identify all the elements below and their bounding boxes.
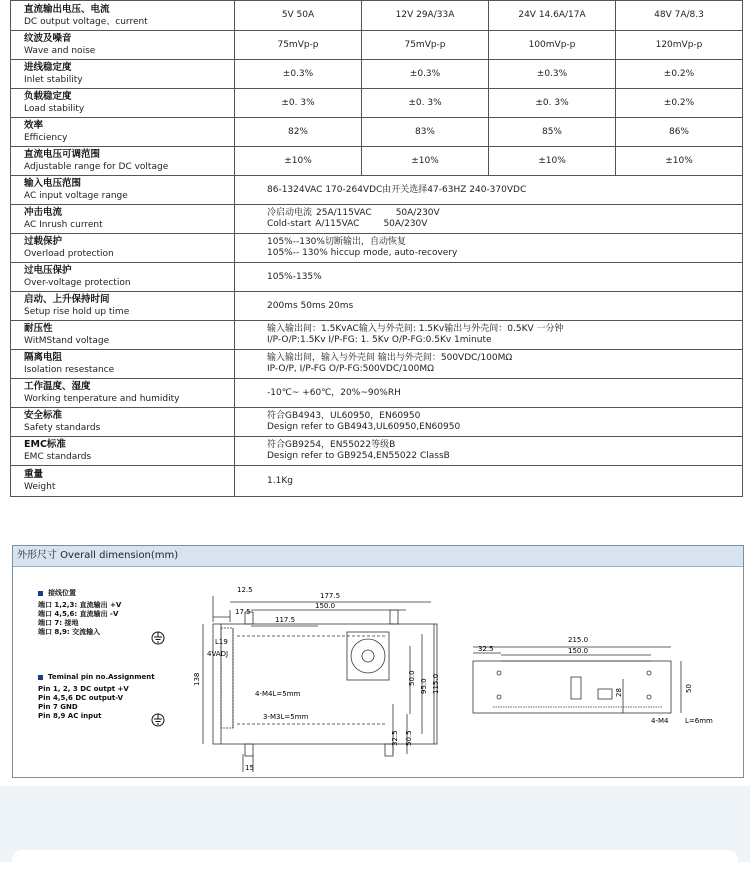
spec-value: 75mVp-p xyxy=(235,31,362,60)
dim-label: 215.0 xyxy=(568,636,589,644)
label-cn: 过电压保护 xyxy=(24,265,72,276)
value-line: Cold-start A/115VAC 50A/230V xyxy=(267,219,428,229)
pin-row: 端口 8,9: 交流输入 xyxy=(38,628,101,636)
dim-label: 4VADJ xyxy=(207,650,229,658)
label-cn: 隔离电阻 xyxy=(24,352,63,363)
spec-value xyxy=(235,263,743,292)
spec-value xyxy=(235,379,743,408)
spec-value: 48V 7A/8.3 xyxy=(616,1,743,31)
label-en: Efficiency xyxy=(24,133,68,143)
spec-label xyxy=(11,292,235,321)
pin-assignment-en xyxy=(38,673,155,721)
dim-label: 12.5 xyxy=(237,586,253,594)
spec-row xyxy=(11,205,743,234)
label-cn: 纹波及噪音 xyxy=(24,33,72,44)
footer-card xyxy=(12,850,738,870)
label-en: EMC standards xyxy=(24,452,92,462)
dim-label: 32.5 xyxy=(478,645,494,653)
pin-row: 端口 1,2,3: 直流输出 +V xyxy=(38,601,122,609)
dim-label: 15 xyxy=(245,764,254,772)
label-en: Working tenperature and humidity xyxy=(24,394,180,404)
spec-value: ±0. 3% xyxy=(362,89,489,118)
spec-label xyxy=(11,466,235,497)
value-line: 符合GB4943，UL60950，EN60950 xyxy=(267,411,421,421)
value-line: 输入输出间，输入与外壳间 输出与外壳间：500VDC/100MΩ xyxy=(267,353,513,363)
pin-row: Pin 8,9 AC input xyxy=(38,712,102,720)
dim-label: 50 xyxy=(685,684,693,693)
spec-value: 12V 29A/33A xyxy=(362,1,489,31)
spec-row xyxy=(11,89,743,118)
spec-row xyxy=(11,60,743,89)
spec-value xyxy=(235,408,743,437)
value-line: 105%-- 130% hiccup mode, auto-recovery xyxy=(267,248,458,258)
spec-value: ±10% xyxy=(362,147,489,176)
value-line: 输入输出间：1.5KvAC输入与外壳间: 1.5Kv输出与外壳间：0.5KV 一分钟 xyxy=(267,324,564,334)
spec-value: 5V 50A xyxy=(235,1,362,31)
pin-assignment-cn xyxy=(38,589,121,637)
dim-label: 177.5 xyxy=(320,592,341,600)
spec-value: 86% xyxy=(616,118,743,147)
dim-label: 115.0 xyxy=(432,673,440,694)
dim-label: 117.5 xyxy=(275,616,296,624)
pin-row: 端口 7: 接地 xyxy=(38,619,79,627)
spec-value: ±0.2% xyxy=(616,89,743,118)
spec-value: ±0.2% xyxy=(616,60,743,89)
spec-label xyxy=(11,408,235,437)
spec-value: ±0.3% xyxy=(235,60,362,89)
spec-value: 85% xyxy=(489,118,616,147)
spec-label xyxy=(11,147,235,176)
spec-label xyxy=(11,31,235,60)
spec-table xyxy=(10,0,743,497)
spec-value xyxy=(235,437,743,466)
value-line: -10℃~ +60℃，20%~90%RH xyxy=(267,387,401,398)
label-en: AC Inrush current xyxy=(24,220,103,230)
spec-value: 120mVp-p xyxy=(616,31,743,60)
label-cn: 输入电压范围 xyxy=(24,178,82,189)
ground-symbol-icon xyxy=(148,626,178,656)
label-cn: 负载稳定度 xyxy=(24,91,72,102)
spec-value: ±0. 3% xyxy=(489,89,616,118)
spec-row xyxy=(11,147,743,176)
spec-label xyxy=(11,1,235,31)
spec-value: 83% xyxy=(362,118,489,147)
label-cn: 重量 xyxy=(24,469,44,480)
spec-value xyxy=(235,350,743,379)
spec-row xyxy=(11,350,743,379)
dim-label: L19 xyxy=(215,638,228,646)
dim-label: 150.0 xyxy=(315,602,336,610)
value-line: Design refer to GB4943,UL60950,EN60950 xyxy=(267,422,461,432)
label-cn: 效率 xyxy=(24,120,44,131)
spec-row xyxy=(11,466,743,497)
dim-label: 50.5 xyxy=(405,730,413,746)
dim-label: 138 xyxy=(193,672,201,686)
bullet-icon xyxy=(38,591,43,596)
spec-row xyxy=(11,118,743,147)
label-en: Isolation resestance xyxy=(24,365,115,375)
spec-value: 75mVp-p xyxy=(362,31,489,60)
label-en: Wave and noise xyxy=(24,46,96,56)
dim-label: L=6mm xyxy=(685,717,713,725)
spec-value xyxy=(235,205,743,234)
label-en: DC output voltage、current xyxy=(24,16,148,27)
spec-label xyxy=(11,437,235,466)
spec-row xyxy=(11,31,743,60)
spec-value: 82% xyxy=(235,118,362,147)
spec-label xyxy=(11,350,235,379)
label-cn: 冲击电流 xyxy=(24,207,63,218)
dim-label: 4-M4L=5mm xyxy=(255,690,301,698)
pin-row: Pin 1, 2, 3 DC outpt +V xyxy=(38,685,129,693)
value-line: 105%--130%切断输出，自动恢复 xyxy=(267,237,406,247)
pin-row: Pin 7 GND xyxy=(38,703,78,711)
dim-label: 95.0 xyxy=(420,678,428,694)
label-cn: 耐压性 xyxy=(24,323,53,334)
value-line: Design refer to GB9254,EN55022 ClassB xyxy=(267,451,450,461)
dimension-header: 外形尺寸 Overall dimension(mm) xyxy=(13,546,743,567)
ground-symbol-icon xyxy=(148,708,178,738)
spec-label xyxy=(11,60,235,89)
dim-label: 28 xyxy=(615,688,623,697)
spec-value: ±10% xyxy=(235,147,362,176)
spec-row xyxy=(11,292,743,321)
spec-value: ±10% xyxy=(616,147,743,176)
spec-row xyxy=(11,437,743,466)
pins-en-title: Teminal pin no.Assignment xyxy=(48,673,155,681)
spec-value xyxy=(235,321,743,350)
front-outline xyxy=(213,624,437,744)
spec-value: 100mVp-p xyxy=(489,31,616,60)
spec-row xyxy=(11,1,743,31)
label-cn: EMC标准 xyxy=(24,439,66,450)
value-line: IP-O/P, I/P-FG O/P-FG:500VDC/100MΩ xyxy=(267,364,435,374)
label-cn: 安全标准 xyxy=(24,410,63,421)
label-en: Over-voltage protection xyxy=(24,278,131,288)
value-line: 105%-135% xyxy=(267,271,322,282)
label-cn: 工作温度、湿度 xyxy=(24,381,91,392)
label-cn: 直流输出电压、电流 xyxy=(24,3,110,15)
label-en: Adjustable range for DC voltage xyxy=(24,162,169,172)
dim-label: 3-M3L=5mm xyxy=(263,713,309,721)
spec-label xyxy=(11,234,235,263)
spec-row xyxy=(11,408,743,437)
label-cn: 直流电压可调范围 xyxy=(24,149,101,160)
label-en: Weight xyxy=(24,482,56,492)
spec-value xyxy=(235,176,743,205)
spec-row xyxy=(11,263,743,292)
overall-dimension-panel xyxy=(12,545,744,778)
label-cn: 启动、上升保持时间 xyxy=(24,294,110,305)
value-line: 200ms 50ms 20ms xyxy=(267,300,354,311)
spec-label xyxy=(11,205,235,234)
value-line: I/P-O/P:1.5Kv I/P-FG: 1. 5Kv O/P-FG:0.5Kv 1minute xyxy=(267,335,492,345)
dim-label: 4-M4 xyxy=(651,717,669,725)
label-en: Overload protection xyxy=(24,249,114,259)
dim-label: 32.5 xyxy=(391,730,399,746)
label-cn: 进线稳定度 xyxy=(24,62,72,73)
value-line: 86-1324VAC 170-264VDC由开关选择47-63HZ 240-370VDC xyxy=(267,184,527,195)
side-outline xyxy=(473,661,671,713)
dim-label: 50.0 xyxy=(408,670,416,686)
bullet-icon xyxy=(38,675,43,680)
label-en: AC input voltage range xyxy=(24,191,128,201)
spec-label xyxy=(11,379,235,408)
spec-value: ±0.3% xyxy=(489,60,616,89)
spec-label xyxy=(11,118,235,147)
pins-cn-title: 接线位置 xyxy=(48,589,76,597)
spec-row xyxy=(11,321,743,350)
dim-label: 150.0 xyxy=(568,647,589,655)
label-en: Inlet stability xyxy=(24,75,83,85)
label-cn: 过载保护 xyxy=(24,236,63,247)
spec-label xyxy=(11,176,235,205)
value-line: 冷启动电流 25A/115VAC 50A/230V xyxy=(267,208,440,218)
value-line: 符合GB9254，EN55022等级B xyxy=(267,440,396,450)
label-en: Load stability xyxy=(24,104,85,114)
spec-value xyxy=(235,292,743,321)
label-en: Setup rise hold up time xyxy=(24,307,130,317)
spec-value: ±0.3% xyxy=(362,60,489,89)
spec-row xyxy=(11,234,743,263)
label-en: WitMStand voltage xyxy=(24,336,110,346)
value-line: 1.1Kg xyxy=(267,475,293,486)
front-view-drawing xyxy=(185,584,450,774)
spec-row xyxy=(11,176,743,205)
side-view-drawing xyxy=(463,631,733,741)
dim-label: 17.5 xyxy=(235,608,251,616)
spec-value: ±0. 3% xyxy=(235,89,362,118)
spec-label xyxy=(11,321,235,350)
spec-label xyxy=(11,89,235,118)
spec-value xyxy=(235,466,743,497)
spec-value: 24V 14.6A/17A xyxy=(489,1,616,31)
spec-value: ±10% xyxy=(489,147,616,176)
spec-value xyxy=(235,234,743,263)
spec-label xyxy=(11,263,235,292)
pin-row: Pin 4,5,6 DC output-V xyxy=(38,694,123,702)
spec-row xyxy=(11,379,743,408)
label-en: Safety standards xyxy=(24,423,101,433)
pin-row: 端口 4,5,6: 直流输出 -V xyxy=(38,610,119,618)
